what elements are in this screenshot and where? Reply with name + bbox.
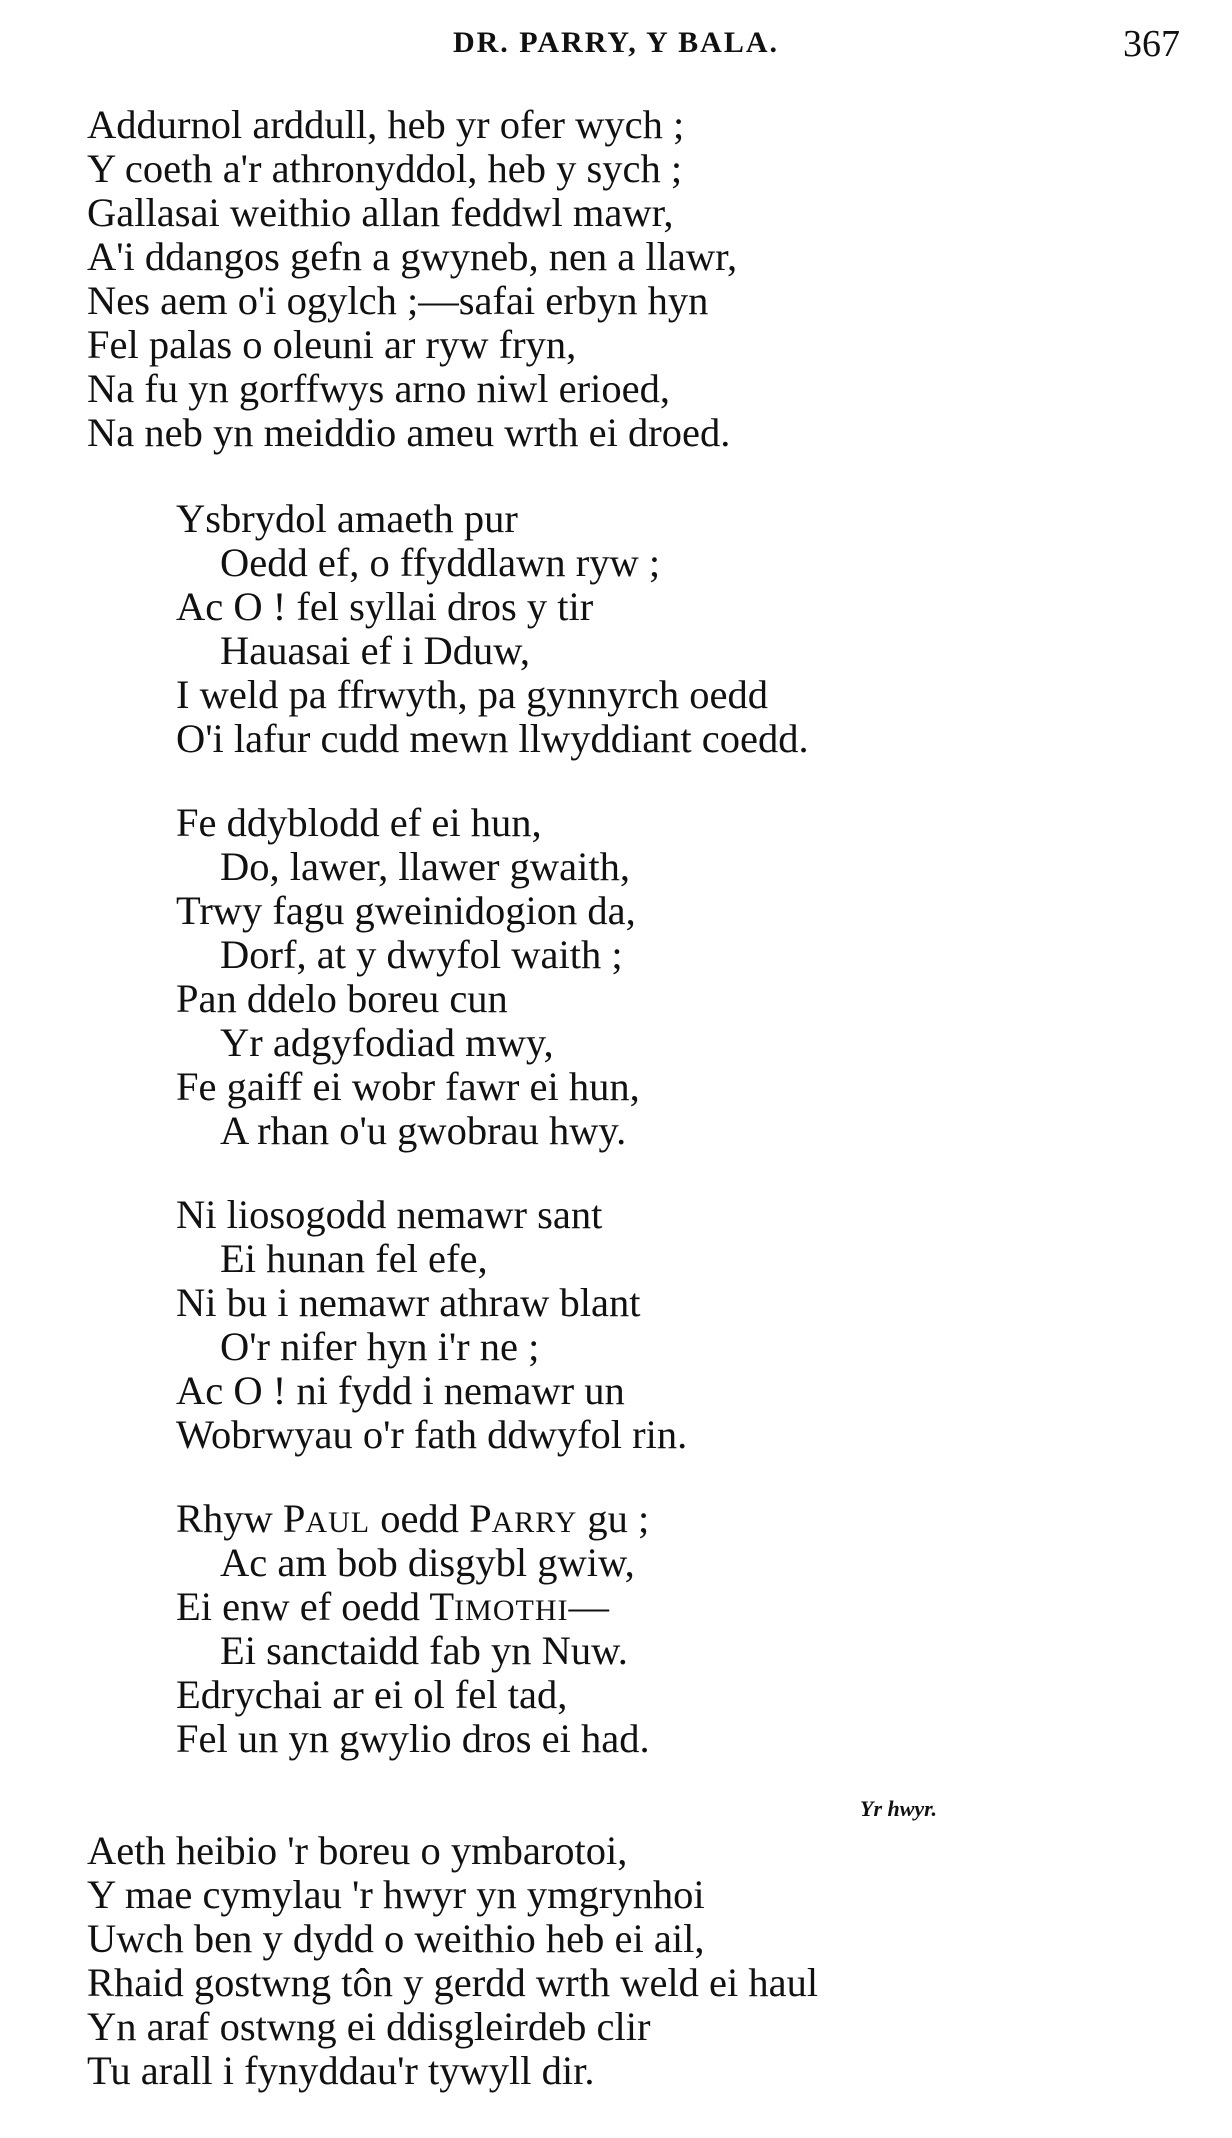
poem-line: Pan ddelo boreu cun: [176, 976, 508, 1021]
name-capital: T: [429, 1584, 455, 1629]
poem-line: Nes aem o'i ogylch ;—safai erbyn hyn: [87, 278, 709, 323]
poem-line: Fe ddyblodd ef ei hun,: [176, 800, 542, 845]
page-number: 367: [1123, 23, 1180, 65]
poem-line: O'r nifer hyn i'r ne ;: [220, 1324, 540, 1369]
poem-line: Ac am bob disgybl gwiw,: [220, 1540, 635, 1585]
poem-line: Do, lawer, llawer gwaith,: [220, 844, 630, 889]
poem-line: Aeth heibio 'r boreu o ymbarotoi,: [87, 1828, 628, 1873]
line-text: Ei enw ef oedd: [176, 1584, 430, 1629]
line-text: Rhyw: [176, 1496, 283, 1541]
poem-line: [176, 1497, 649, 1545]
poem-line: Addurnol arddull, heb yr ofer wych ;: [87, 102, 685, 147]
poem-line: [176, 1585, 609, 1633]
section-note: Yr hwyr.: [860, 1796, 938, 1821]
poem-line: Gallasai weithio allan feddwl mawr,: [87, 190, 674, 235]
poem-line: Hauasai ef i Dduw,: [220, 628, 531, 673]
poem-line: Na fu yn gorffwys arno niwl erioed,: [87, 366, 670, 411]
poem-line: Dorf, at y dwyfol waith ;: [220, 932, 623, 977]
poem-line: Uwch ben y dydd o weithio heb ei ail,: [87, 1916, 705, 1961]
poem-line: A rhan o'u gwobrau hwy.: [220, 1108, 627, 1153]
poem-line: Tu arall i fynyddau'r tywyll dir.: [87, 2048, 595, 2093]
poem-line: Ysbrydol amaeth pur: [176, 496, 518, 541]
poem-line: A'i ddangos gefn a gwyneb, nen a llawr,: [87, 234, 738, 279]
poem-line: Edrychai ar ei ol fel tad,: [176, 1672, 568, 1717]
line-text: —: [568, 1584, 609, 1629]
line-text: gu ;: [577, 1496, 650, 1541]
poem-line: Ac O ! ni fydd i nemawr un: [176, 1368, 625, 1413]
poem-line: Ei hunan fel efe,: [220, 1236, 488, 1281]
poem-line: Rhaid gostwng tôn y gerdd wrth weld ei haul: [87, 1960, 819, 2005]
running-title: DR. PARRY, Y BALA.: [452, 26, 780, 59]
poem-line: O'i lafur cudd mewn llwyddiant coedd.: [176, 716, 809, 761]
poem-line: Y coeth a'r athronyddol, heb y sych ;: [87, 146, 683, 191]
line-text: oedd: [370, 1496, 470, 1541]
poem-line: Y mae cymylau 'r hwyr yn ymgrynhoi: [87, 1872, 705, 1917]
name-capital: P: [282, 1496, 306, 1541]
name-small-caps: ARRY: [491, 1506, 578, 1539]
poem-line: Ni bu i nemawr athraw blant: [176, 1280, 641, 1325]
poem-line: Yn araf ostwng ei ddisgleirdeb clir: [87, 2004, 651, 2049]
poem-line: Wobrwyau o'r fath ddwyfol rin.: [176, 1412, 688, 1457]
poem-line: Yr adgyfodiad mwy,: [220, 1020, 554, 1065]
poem-line: I weld pa ffrwyth, pa gynnyrch oedd: [176, 672, 768, 717]
name-capital: P: [469, 1496, 492, 1541]
poem-line: Fel palas o oleuni ar ryw fryn,: [87, 322, 577, 367]
poem-line: Fel un yn gwylio dros ei had.: [176, 1716, 650, 1761]
poem-line: Ni liosogodd nemawr sant: [176, 1192, 603, 1237]
name-small-caps: IMOTHI: [454, 1594, 569, 1627]
poem-line: Na neb yn meiddio ameu wrth ei droed.: [87, 410, 731, 455]
poem-line: Ei sanctaidd fab yn Nuw.: [220, 1628, 628, 1673]
poem-line: Ac O ! fel syllai dros y tir: [176, 584, 594, 629]
running-head: [0, 18, 1232, 68]
poem-line: Oedd ef, o ffyddlawn ryw ;: [220, 540, 661, 585]
poem-line: Fe gaiff ei wobr fawr ei hun,: [176, 1064, 640, 1109]
name-small-caps: AUL: [305, 1506, 371, 1539]
poem-line: Trwy fagu gweinidogion da,: [176, 888, 636, 933]
